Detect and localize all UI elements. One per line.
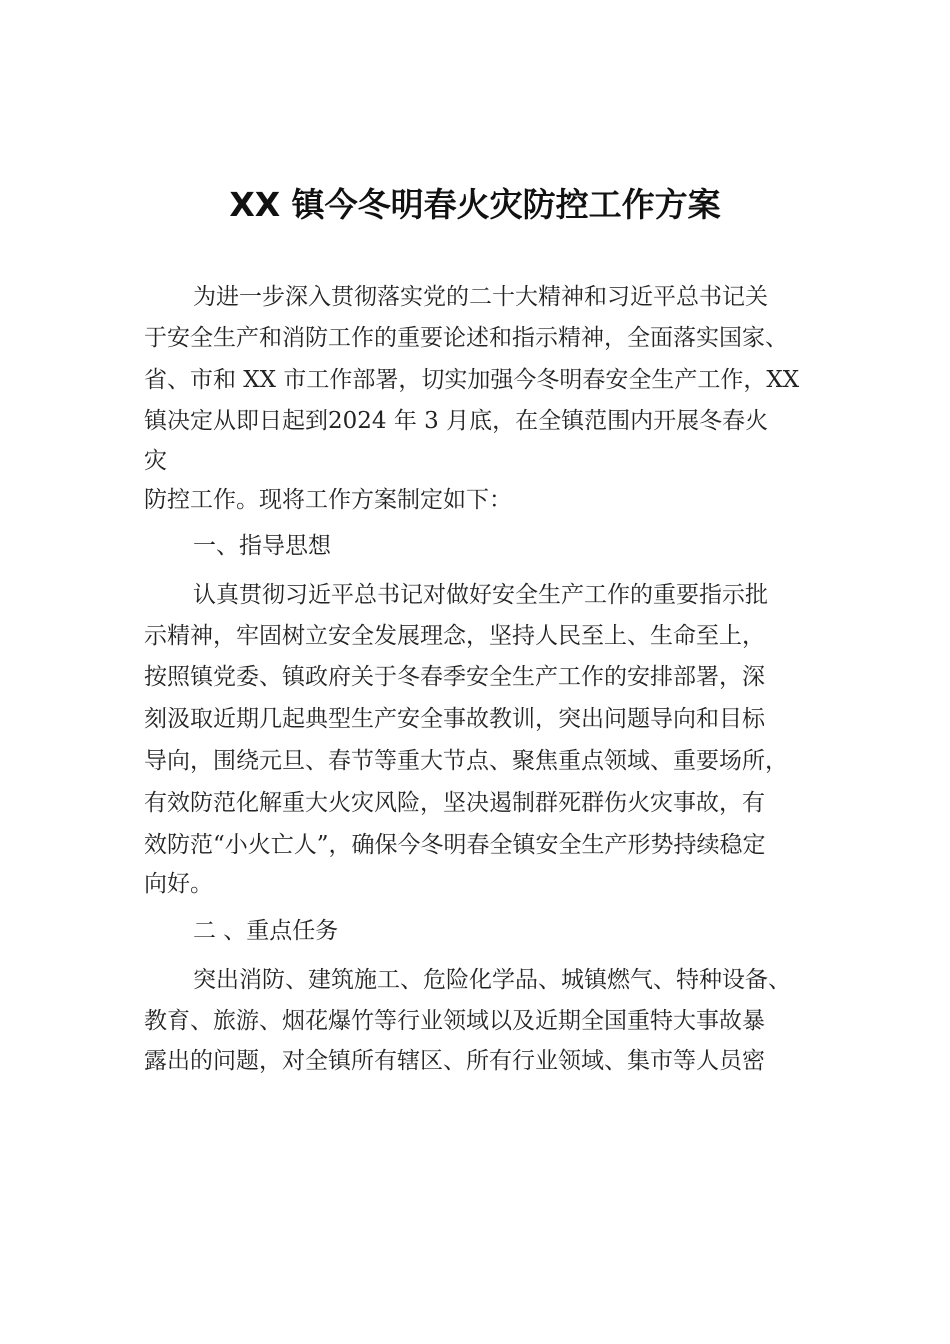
paragraph-line: 突出消防、建筑施工、危险化学品、城镇燃气、特种设备、 xyxy=(193,967,791,993)
paragraph-line: 示精神，牢固树立安全发展理念，坚持人民至上、生命至上， xyxy=(144,623,765,649)
paragraph-line: 教育、旅游、烟花爆竹等行业领域以及近期全国重特大事故暴 xyxy=(144,1008,765,1034)
paragraph-line: 防控工作。现将工作方案制定如下： xyxy=(144,487,512,513)
paragraph-line: 为进一步深入贯彻落实党的二十大精神和习近平总书记关 xyxy=(193,284,768,310)
section-heading-guiding-ideology: 一、指导思想 xyxy=(193,533,331,559)
section-heading-key-tasks: 二 、重点任务 xyxy=(193,918,339,944)
paragraph-line: 向好。 xyxy=(144,871,213,897)
paragraph-line: 省、市和 XX 市工作部署，切实加强今冬明春安全生产工作，XX xyxy=(144,367,800,393)
paragraph-line: 露出的问题，对全镇所有辖区、所有行业领域、集市等人员密 xyxy=(144,1048,765,1074)
paragraph-line: 按照镇党委、镇政府关于冬春季安全生产工作的安排部署，深 xyxy=(144,664,765,690)
paragraph-line: 有效防范化解重大火灾风险，坚决遏制群死群伤火灾事故，有 xyxy=(144,790,765,816)
paragraph-line: 刻汲取近期几起典型生产安全事故教训，突出问题导向和目标 xyxy=(144,706,765,732)
paragraph-line: 镇决定从即日起到2024 年 3 月底，在全镇范围内开展冬春火 xyxy=(144,408,769,434)
paragraph-line: 效防范“小火亡人”，确保今冬明春全镇安全生产形势持续稳定 xyxy=(144,832,766,858)
paragraph-line: 导向，围绕元旦、春节等重大节点、聚焦重点领域、重要场所， xyxy=(144,748,788,774)
paragraph-line: 认真贯彻习近平总书记对做好安全生产工作的重要指示批 xyxy=(193,582,768,608)
paragraph-line: 于安全生产和消防工作的重要论述和指示精神，全面落实国家、 xyxy=(144,325,788,351)
document-title: XX 镇今冬明春火灾防控工作方案 xyxy=(229,185,721,224)
paragraph-line: 灾 xyxy=(144,448,167,474)
